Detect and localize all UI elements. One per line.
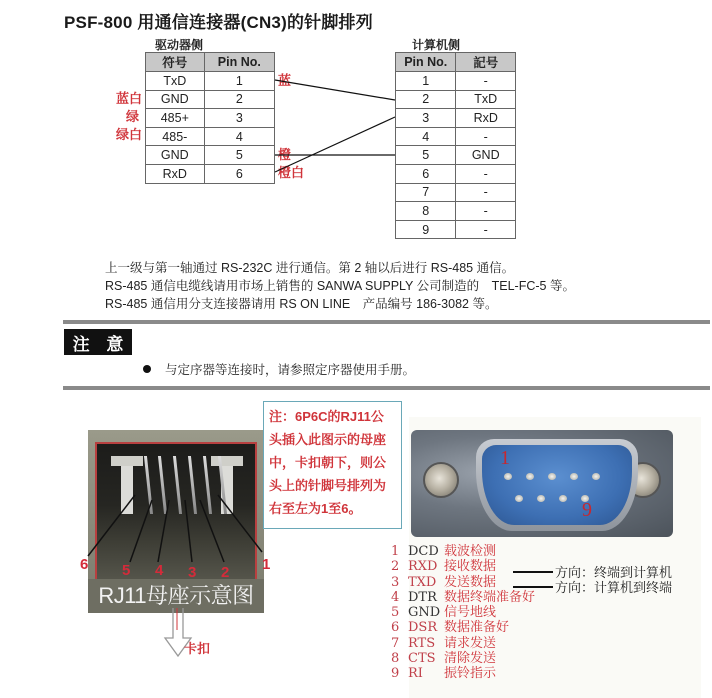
page-title: PSF-800 用通信连接器(CN3)的针脚排列: [64, 13, 373, 32]
computer-side-label: 计算机侧: [412, 38, 461, 52]
description-line: RS-485 通信用分支连接器请用 RS ON LINE 产品编号 186-3082 等。: [105, 297, 498, 311]
rj11-note-box: [263, 401, 402, 529]
pin-signal: RXD: [408, 559, 438, 575]
pin-number: 7: [391, 635, 400, 651]
column-header: Pin No.: [204, 53, 274, 72]
db9-pin: [570, 473, 578, 480]
signal-cell: -: [456, 164, 516, 183]
signal-cell: GND: [146, 90, 205, 109]
pin-cell: 1: [204, 72, 274, 91]
note-line: 右至左为1至6。: [269, 501, 362, 516]
pin-number: 5: [391, 605, 400, 621]
db9-pin: [548, 473, 556, 480]
column-header: Pin No.: [396, 53, 456, 72]
rj11-pin-label: 5: [122, 562, 131, 579]
pin-number: 9: [391, 666, 400, 682]
pin-signal: DCD: [408, 544, 439, 559]
db9-pin: [515, 495, 523, 502]
db9-pin-marker-1: 1: [500, 447, 510, 469]
direction-line: [513, 586, 553, 588]
rj11-caption: RJ11母座示意图: [88, 579, 264, 613]
pin-list-item: [391, 620, 535, 635]
pin-cell: 1: [396, 72, 456, 91]
notice-text: 与定序器等连接时，请参照定序器使用手册。: [165, 363, 416, 377]
pin-number: 2: [391, 559, 400, 575]
pin-number: 8: [391, 651, 400, 667]
pin-number: 1: [391, 544, 400, 559]
db9-face: [482, 445, 632, 525]
pin-description: 接收数据: [444, 559, 497, 575]
rj11-pin-label: 3: [188, 564, 197, 581]
db9-connector-image: [411, 430, 673, 537]
pin-cell: 9: [396, 220, 456, 239]
pin-list-item: [391, 544, 535, 559]
column-header: 符号: [146, 53, 205, 72]
wiring-lines: [0, 0, 712, 260]
pin-cell: 2: [396, 90, 456, 109]
signal-cell: RxD: [456, 109, 516, 128]
signal-cell: TxD: [456, 90, 516, 109]
pin-description: 信号地线: [444, 605, 497, 621]
pin-signal: RTS: [408, 635, 436, 651]
wire-label-orange-white: 橙白: [278, 165, 305, 180]
table-row: [396, 220, 516, 239]
rj11-pin-label: 2: [221, 564, 230, 581]
pin-description: 发送数据: [444, 574, 497, 590]
signal-cell: TxD: [146, 72, 205, 91]
pin-signal: RI: [408, 666, 423, 682]
pin-signal: DTR: [408, 589, 437, 605]
table-row: [396, 202, 516, 221]
table-row: [396, 72, 516, 91]
db9-pin: [537, 495, 545, 502]
section-divider-top: [63, 320, 710, 324]
pin-description: 请求发送: [444, 635, 497, 651]
signal-cell: GND: [456, 146, 516, 165]
signal-cell: 485+: [146, 109, 205, 128]
note-line: 注：6P6C的RJ11公: [269, 409, 384, 424]
pin-cell: 8: [396, 202, 456, 221]
signal-cell: -: [456, 72, 516, 91]
description-line: RS-485 通信电缆线请用市场上销售的 SANWA SUPPLY 公司制造的 TEL-FC-5 等。: [105, 279, 575, 293]
table-header-row: [396, 53, 516, 72]
rj11-pin-label: 1: [262, 556, 271, 573]
rj11-pin-label: 6: [80, 556, 89, 573]
table-row: [396, 127, 516, 146]
db9-pin: [559, 495, 567, 502]
pin-description: 清除发送: [444, 651, 497, 667]
rj11-leader-lines: [80, 490, 280, 570]
direction-text: 方向：终端到计算机: [555, 566, 673, 581]
pin-signal: TXD: [408, 574, 437, 590]
pin-description: 振铃指示: [444, 666, 497, 682]
pin-description: 载波检测: [444, 544, 497, 559]
pin-cell: 6: [396, 164, 456, 183]
signal-cell: RxD: [146, 164, 205, 183]
note-line: 中，卡扣朝下，则公: [269, 455, 387, 470]
table-row: [396, 109, 516, 128]
description-line: 上一级与第一轴通过 RS-232C 进行通信。第 2 轴以后进行 RS-485 通信。: [105, 261, 515, 275]
pin-cell: 7: [396, 183, 456, 202]
computer-pin-table: [395, 52, 516, 239]
pin-cell: 2: [204, 90, 274, 109]
wire-label-blue-white: 蓝白: [116, 91, 143, 106]
pin-signal: GND: [408, 605, 441, 621]
notice-item: [143, 360, 415, 378]
wire-label-orange: 橙: [278, 147, 292, 162]
column-header: 記号: [456, 53, 516, 72]
signal-cell: -: [456, 202, 516, 221]
signal-cell: -: [456, 183, 516, 202]
pin-number: 6: [391, 620, 400, 636]
pin-list-item: [391, 636, 535, 651]
wire-label-blue: 蓝: [278, 73, 292, 88]
direction-line: [513, 571, 553, 573]
notice-badge: 注 意: [64, 329, 132, 355]
pin-list-item: [391, 605, 535, 620]
driver-side-label: 驱动器侧: [155, 38, 204, 52]
signal-cell: -: [456, 127, 516, 146]
pin-description: 数据终端准备好: [444, 589, 536, 605]
pin-cell: 3: [204, 109, 274, 128]
pin-number: 4: [391, 589, 400, 605]
signal-cell: 485-: [146, 127, 205, 146]
pin-list-item: [391, 651, 535, 666]
note-line: 头插入此图示的母座: [269, 432, 387, 447]
table-row: [396, 146, 516, 165]
latch-label: 卡扣: [184, 641, 211, 656]
db9-shell: [476, 439, 638, 531]
direction-text: 方向：计算机到终端: [555, 581, 673, 596]
rj11-pin-label: 4: [155, 562, 164, 579]
table-row: [396, 90, 516, 109]
txd-direction-note: [513, 577, 672, 596]
pin-signal: DSR: [408, 620, 438, 636]
description-text: [105, 259, 575, 313]
db9-pin-marker-9: 9: [582, 499, 592, 521]
signal-cell: GND: [146, 146, 205, 165]
db9-pin: [526, 473, 534, 480]
table-row: [396, 183, 516, 202]
signal-cell: -: [456, 220, 516, 239]
db9-pin: [504, 473, 512, 480]
db9-pin: [592, 473, 600, 480]
pin-cell: 6: [204, 164, 274, 183]
pin-signal: CTS: [408, 651, 436, 667]
wire-label-green: 绿: [126, 109, 140, 124]
bullet-icon: [143, 365, 151, 373]
pin-cell: 5: [204, 146, 274, 165]
pin-cell: 4: [396, 127, 456, 146]
pin-number: 3: [391, 574, 400, 590]
pin-cell: 4: [204, 127, 274, 146]
pin-description: 数据准备好: [444, 620, 510, 636]
section-divider-bottom: [63, 386, 710, 390]
pin-cell: 3: [396, 109, 456, 128]
table-row: [396, 164, 516, 183]
wire-label-green-white: 绿白: [116, 127, 143, 142]
screw-left-icon: [423, 462, 459, 498]
pin-cell: 5: [396, 146, 456, 165]
note-line: 头上的针脚号排列为: [269, 478, 387, 493]
pin-list-item: [391, 666, 535, 681]
